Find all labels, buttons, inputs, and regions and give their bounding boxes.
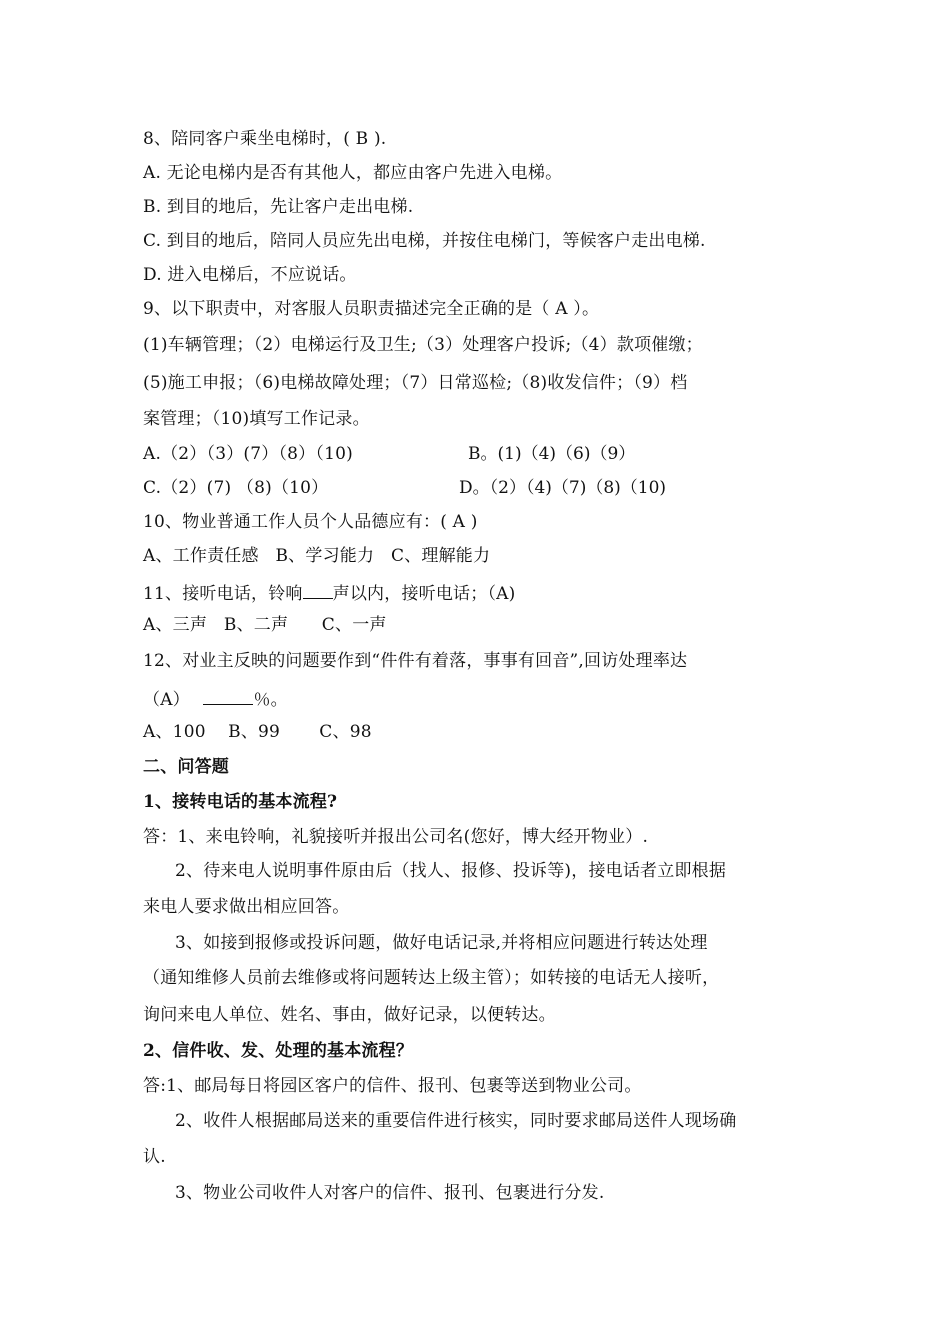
qa-2-answer-line-3: 认.: [143, 1147, 166, 1167]
fill-blank: [303, 580, 333, 599]
qa-2-answer-line-1: 答:1、邮局每日将园区客户的信件、报刊、包裹等送到物业公司。: [143, 1076, 642, 1096]
question-9-line-3: 案管理；（10)填写工作记录。: [143, 409, 370, 429]
question-9: 9、以下职责中，对客服人员职责描述完全正确的是（ A ）。: [143, 299, 600, 319]
qa-1-title: 1、接转电话的基本流程?: [143, 792, 338, 812]
question-10: 10、物业普通工作人员个人品德应有：( A ): [143, 512, 478, 532]
qa-1-answer-line-1: 答：1、来电铃响，礼貌接听并报出公司名(您好，博大经开物业）.: [143, 827, 649, 847]
qa-1-answer-line-4: 3、如接到报修或投诉问题，做好电话记录,并将相应问题进行转达处理: [175, 933, 708, 953]
question-9-line-1: (1)车辆管理；（2）电梯运行及卫生;（3）处理客户投诉;（4）款项催缴；: [143, 335, 703, 355]
question-9-option-b: B。(1)（4)（6)（9）: [468, 444, 636, 464]
question-11: [143, 580, 515, 605]
question-8-option-b: B. 到目的地后，先让客户走出电梯.: [143, 197, 414, 217]
question-8-option-a: A. 无论电梯内是否有其他人，都应由客户先进入电梯。: [143, 163, 563, 183]
qa-2-answer-line-2: 2、收件人根据邮局送来的重要信件进行核实，同时要求邮局送件人现场确: [175, 1111, 737, 1131]
question-8-option-d: D. 进入电梯后，不应说话。: [143, 265, 357, 285]
qa-1-answer-line-6: 询问来电人单位、姓名、事由，做好记录，以便转达。: [143, 1005, 556, 1025]
question-9-option-a: A.（2）（3）(7）（8）（10): [143, 444, 353, 464]
question-12-line-2: [143, 686, 288, 711]
question-12-line-1: 12、对业主反映的问题要作到“件件有着落，事事有回音”,回访处理率达: [143, 651, 688, 671]
qa-1-answer-line-2: 2、待来电人说明事件原由后（找人、报修、投诉等)，接电话者立即根据: [175, 861, 727, 881]
question-11-prefix: 11、接听电话，铃响: [143, 584, 303, 604]
qa-1-answer-line-5: （通知维修人员前去维修或将问题转达上级主管）；如转接的电话无人接听，: [143, 968, 720, 988]
qa-1-answer-line-3: 来电人要求做出相应回答。: [143, 897, 350, 917]
question-11-suffix: 声以内，接听电话；（A): [332, 584, 516, 604]
question-12-options: A、100 B、99 C、98: [143, 722, 372, 742]
fill-blank: [203, 686, 253, 705]
question-8-option-c: C. 到目的地后，陪同人员应先出电梯，并按住电梯门，等候客户走出电梯.: [143, 231, 706, 251]
section-heading: 二、问答题: [143, 757, 229, 777]
question-8: 8、陪同客户乘坐电梯时，( B ).: [143, 129, 387, 149]
question-9-line-2: (5)施工申报；（6)电梯故障处理；（7）日常巡检;（8)收发信件；（9）档: [143, 373, 688, 393]
question-9-option-c: C.（2）(7) （8)（10）: [143, 478, 329, 498]
question-11-options: A、三声 B、二声 C、一声: [143, 615, 387, 635]
qa-2-title: 2、信件收、发、处理的基本流程？: [143, 1041, 414, 1061]
qa-2-answer-line-4: 3、物业公司收件人对客户的信件、报刊、包裹进行分发.: [175, 1183, 605, 1203]
question-12-suffix: ％。: [253, 690, 288, 710]
question-12-answer: （A）: [143, 690, 196, 710]
question-10-options: A、工作责任感 B、学习能力 C、理解能力: [143, 546, 491, 566]
question-9-option-d: D。（2）（4)（7)（8)（10): [459, 478, 667, 498]
